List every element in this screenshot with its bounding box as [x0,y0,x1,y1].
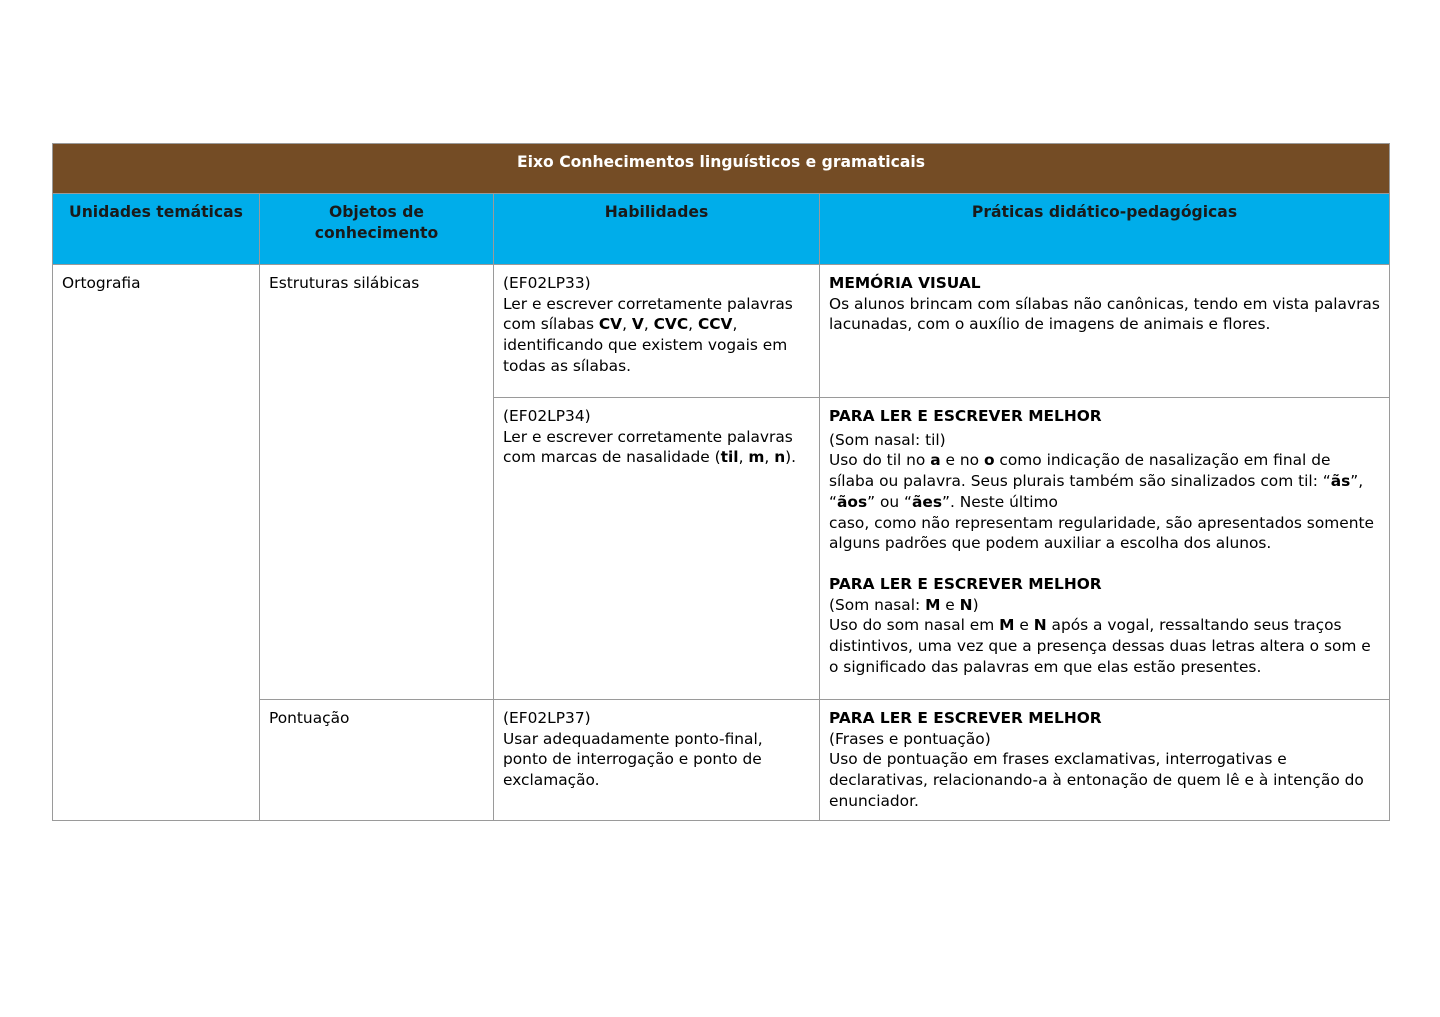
habilidade-code: (EF02LP34) [503,407,591,425]
pratica-title: PARA LER E ESCREVER MELHOR [829,574,1102,593]
objeto-cell: Estruturas silábicas [260,265,494,700]
habilidade-code: (EF02LP37) [503,709,591,727]
habilidade-text: Ler e escrever corretamente palavras com sílabas CV, V, CVC, CCV, identificando que existem vogais em todas as sílabas. [503,294,793,375]
curriculum-table [52,143,1390,821]
pratica-subtitle: (Frases e pontuação) [829,729,991,748]
habilidade-cell [494,398,820,700]
header-habilidades: Habilidades [494,194,820,265]
header-row [53,194,1390,265]
header-praticas: Práticas didático-pedagógicas [820,194,1390,265]
pratica-text: Uso do som nasal em M e N após a vogal, ressaltando seus traços distintivos, uma vez que a presença dessas duas letras altera o som e o significado das palavras em que elas estão presentes. [829,616,1371,676]
header-objetos-label: Objetos de conhecimento [314,203,439,242]
objeto-cell: Pontuação [260,700,494,821]
pratica-text: Os alunos brincam com sílabas não canônicas, tendo em vista palavras lacunadas, com o auxílio de imagens de animais e flores. [829,294,1380,334]
axis-title: Eixo Conhecimentos linguísticos e gramaticais [53,144,1390,194]
pratica-cell [820,398,1390,700]
pratica-text-continued: caso, como não representam regularidade, são apresentados somente alguns padrões que podem auxiliar a escolha dos alunos. [829,513,1374,553]
pratica-text: Uso de pontuação em frases exclamativas, interrogativas e declarativas, relacionando-a à entonação de quem lê e à intenção do enunciador. [829,750,1364,810]
habilidade-code: (EF02LP33) [503,274,591,292]
header-unidades: Unidades temáticas [53,194,260,265]
header-objetos [260,194,494,265]
habilidade-cell [494,700,820,821]
table-row [53,265,1390,398]
unidade-cell: Ortografia [53,265,260,821]
axis-row [53,144,1390,194]
pratica-cell [820,265,1390,398]
spacer [829,554,1380,574]
pratica-cell [820,700,1390,821]
pratica-title: PARA LER E ESCREVER MELHOR [829,407,1102,425]
habilidade-cell [494,265,820,398]
habilidade-text: Ler e escrever corretamente palavras com marcas de nasalidade (til, m, n). [503,427,797,467]
pratica-text: Uso do til no a e no o como indicação de nasalização em final de sílaba ou palavra. Seus plurais também são sinalizados com til: “ãs”, “ãos” ou “ães”. Neste último [829,451,1364,511]
pratica-title: PARA LER E ESCREVER MELHOR [829,709,1102,727]
pratica-subtitle: (Som nasal: til) [829,430,946,449]
pratica-title: MEMÓRIA VISUAL [829,274,981,292]
pratica-subtitle: (Som nasal: M e N) [829,595,979,614]
habilidade-text: Usar adequadamente ponto-final, ponto de interrogação e ponto de exclamação. [503,729,763,790]
